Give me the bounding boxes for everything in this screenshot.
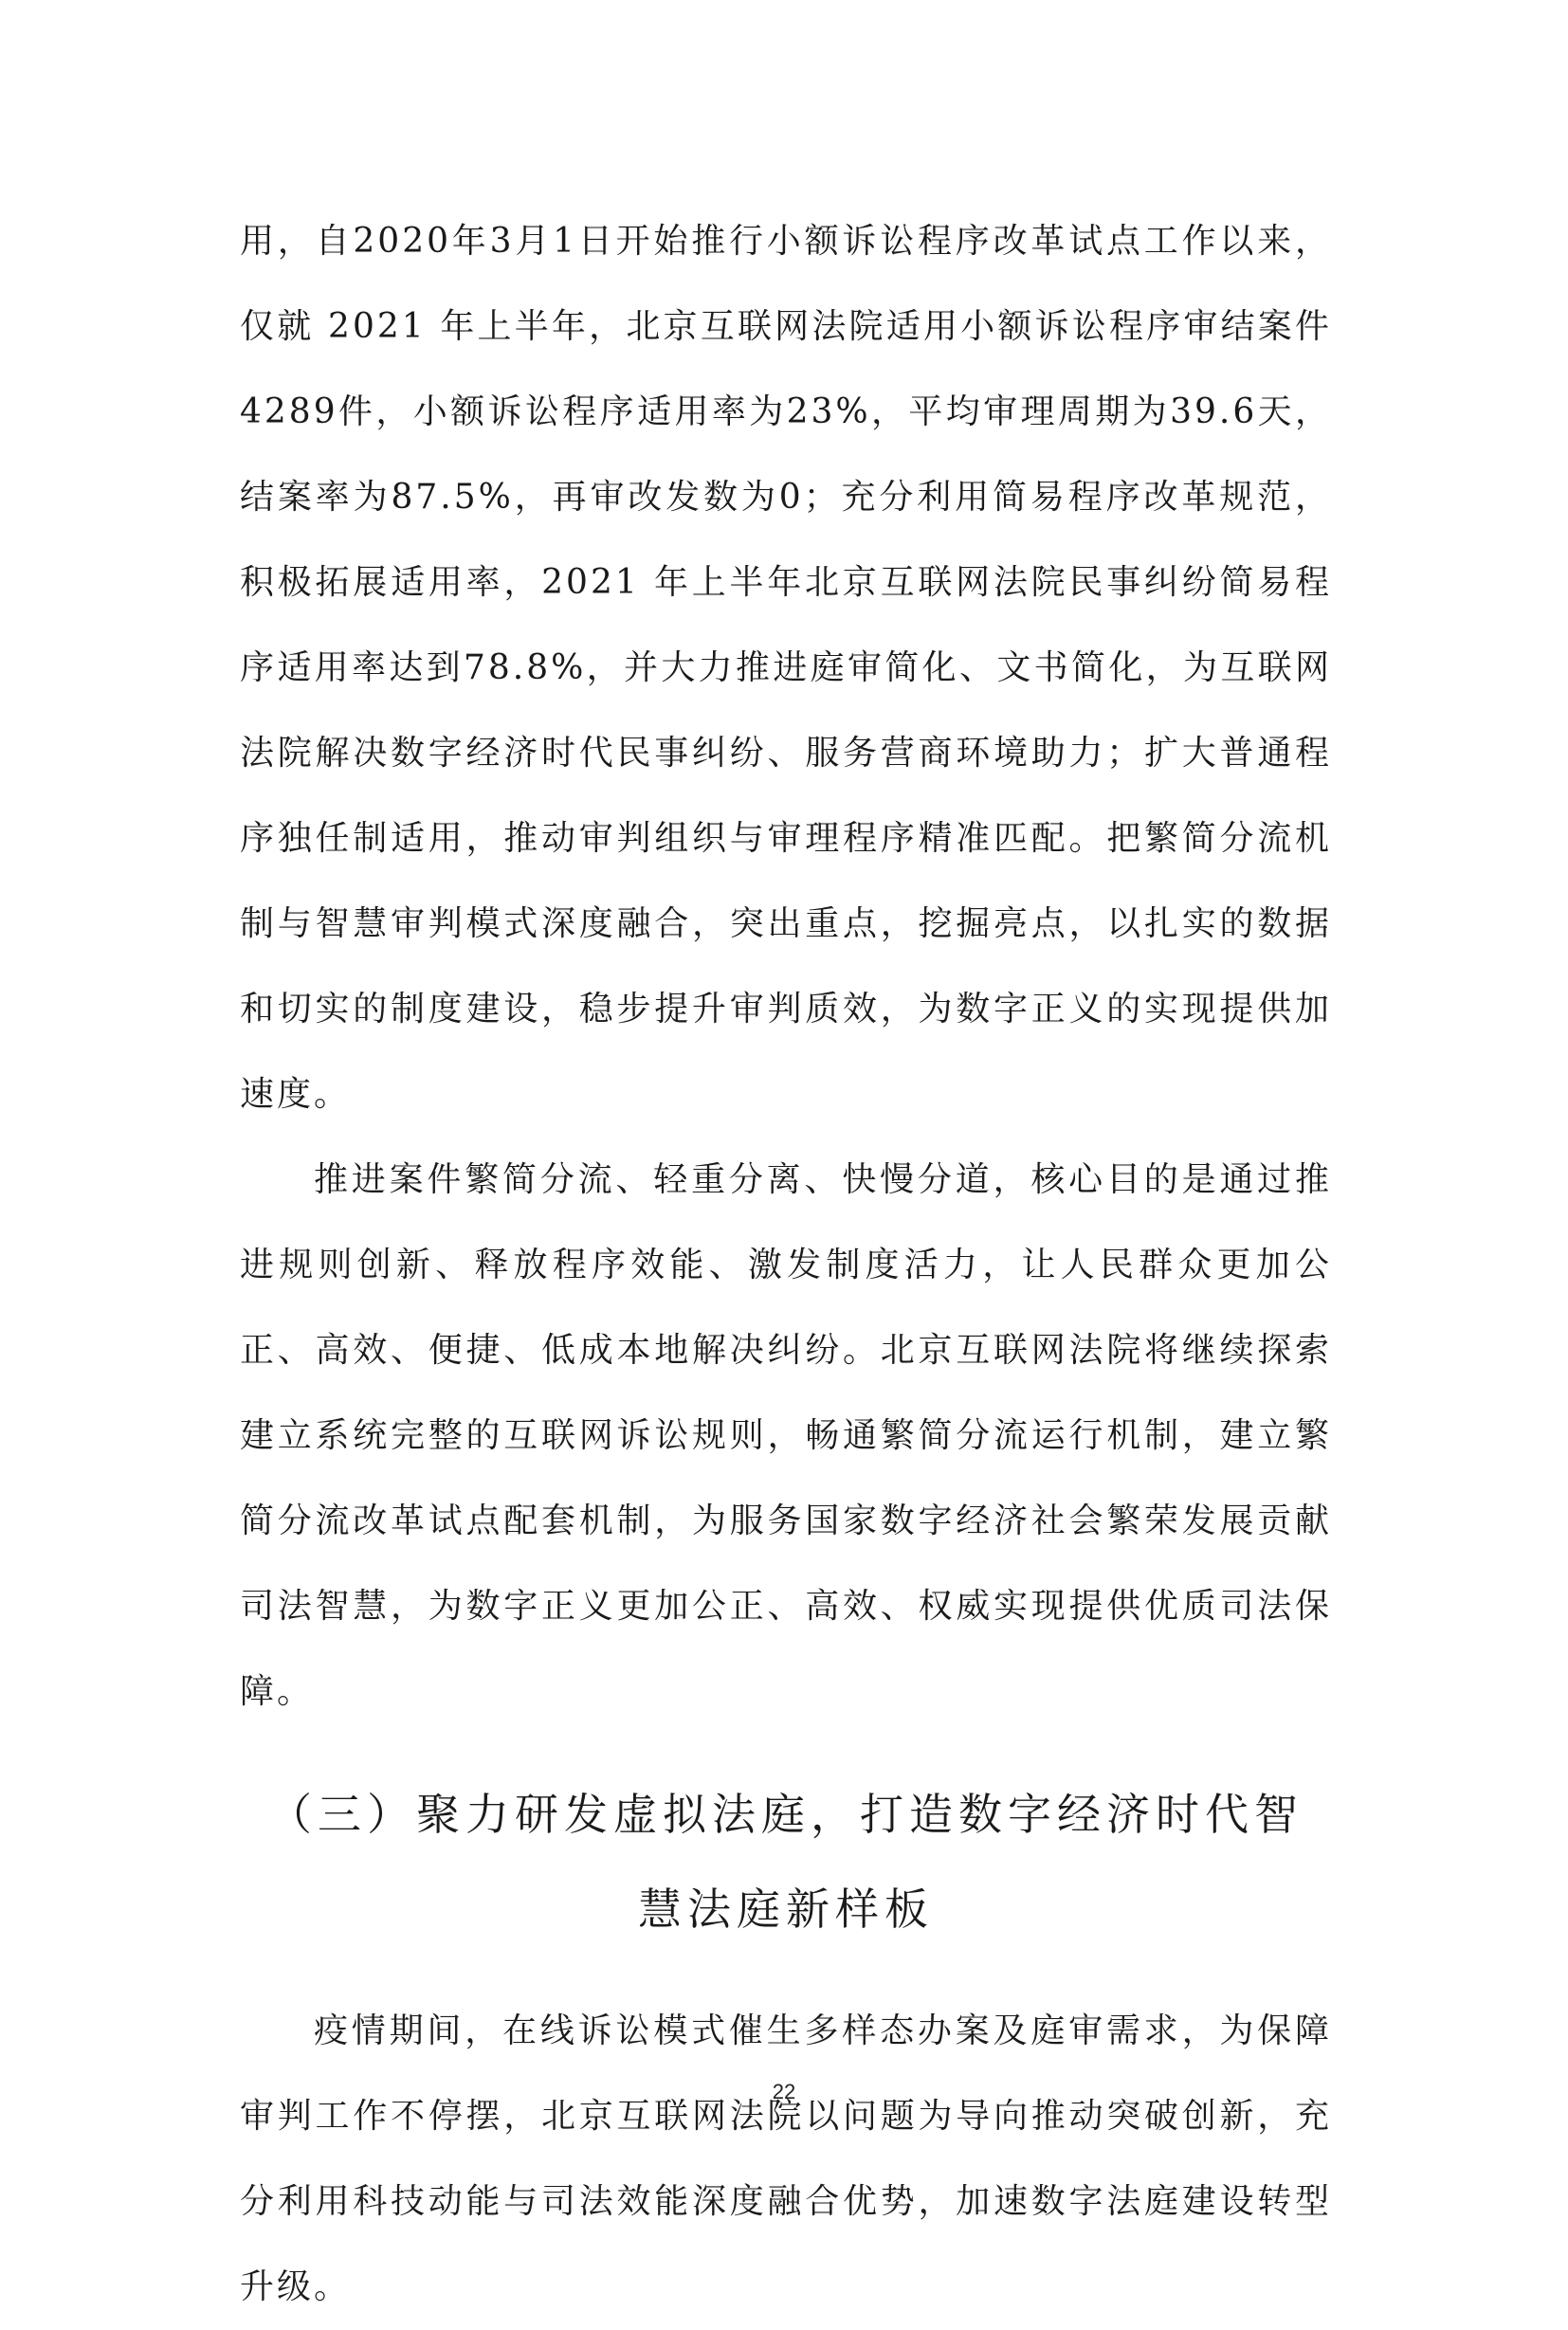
section-heading: （三）聚力研发虚拟法庭，打造数字经济时代智慧法庭新样板 xyxy=(268,1789,1304,1935)
page-body xyxy=(240,199,1332,2330)
page-number: 22 xyxy=(772,2080,796,2103)
paragraph-continued: 用，自2020年3月1日开始推行小额诉讼程序改革试点工作以来，仅就 2021 年上半年，北京互联网法院适用小额诉讼程序审结案件4289件，小额诉讼程序适用率为23%，平均审理周期为39.6天，结案率为87.5%，再审改发数为0；充分利用简易程序改革规范，积极拓展适用率，2021 年上半年北京互联网法院民事纠纷简易程序适用率达到78.8%，并大力推进庭审简化、文书简化，为互联网法院解决数字经济时代民事纠纷、服务营商环境助力；扩大普通程序独任制适用，推动审判组织与审理程序精准匹配。把繁简分流机制与智慧审判模式深度融合，突出重点，挖掘亮点，以扎实的数据和切实的制度建设，稳步提升审判质效，为数字正义的实现提供加速度。 xyxy=(240,222,1332,1114)
paragraph-diversion-reform: 推进案件繁简分流、轻重分离、快慢分道，核心目的是通过推进规则创新、释放程序效能、激发制度活力，让人民群众更加公正、高效、便捷、低成本地解决纠纷。北京互联网法院将继续探索建立系统完整的互联网诉讼规则，畅通繁简分流运行机制，建立繁简分流改革试点配套机制，为服务国家数字经济社会繁荣发展贡献司法智慧，为数字正义更加公正、高效、权威实现提供优质司法保障。 xyxy=(240,1160,1332,1711)
paragraph-virtual-court: 疫情期间，在线诉讼模式催生多样态办案及庭审需求，为保障审判工作不停摆，北京互联网法院以问题为导向推动突破创新，充分利用科技动能与司法效能深度融合优势，加速数字法庭建设转型升级。 xyxy=(240,2011,1332,2306)
